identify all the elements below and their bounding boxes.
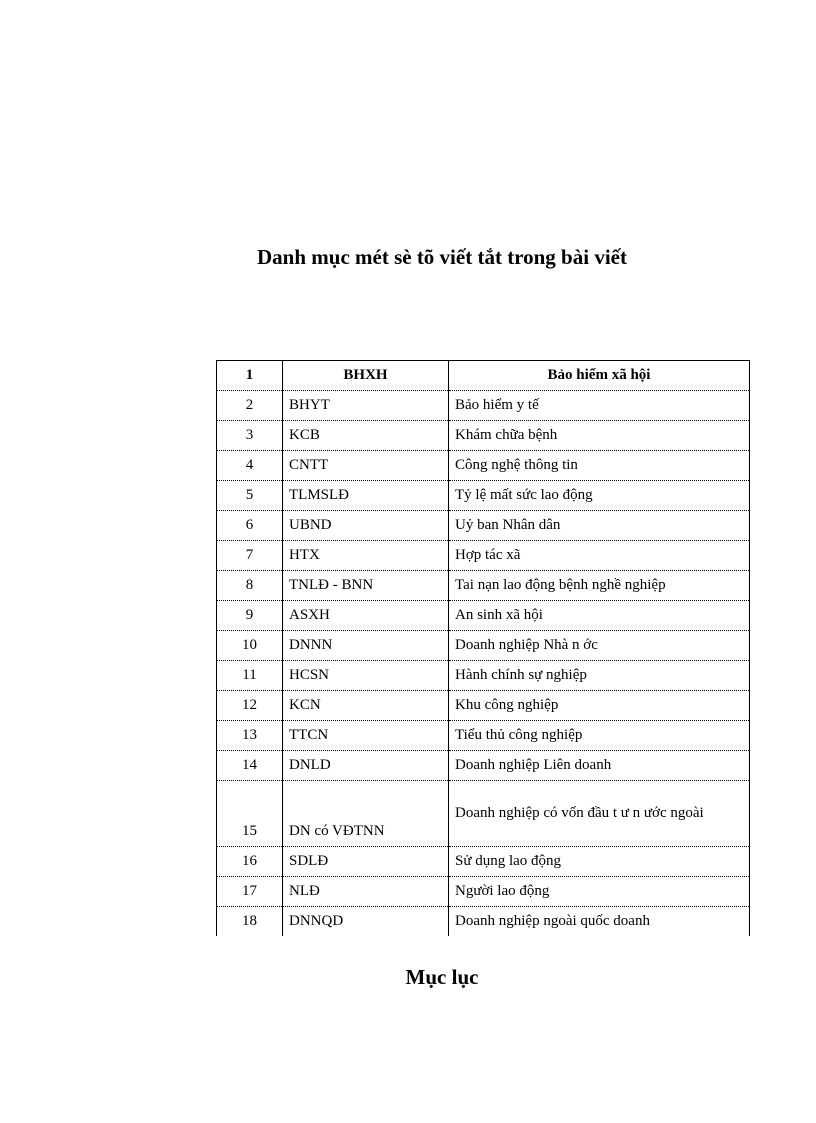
full-meaning: Người lao động <box>449 877 750 907</box>
abbreviation: TTCN <box>283 721 449 751</box>
abbreviation: HCSN <box>283 661 449 691</box>
abbreviation: DNLD <box>283 751 449 781</box>
full-meaning: Bảo hiểm y tế <box>449 391 750 421</box>
row-number: 18 <box>217 907 283 937</box>
table-row <box>217 391 750 421</box>
full-meaning: Hợp tác xã <box>449 541 750 571</box>
full-meaning: Uỷ ban Nhân dân <box>449 511 750 541</box>
table-row <box>217 601 750 631</box>
table-row <box>217 721 750 751</box>
abbreviation: BHXH <box>283 361 449 391</box>
full-meaning: Tai nạn lao động bệnh nghề nghiệp <box>449 571 750 601</box>
full-meaning: Công nghệ thông tin <box>449 451 750 481</box>
abbreviation: HTX <box>283 541 449 571</box>
full-meaning: Tiểu thủ công nghiệp <box>449 721 750 751</box>
abbreviation: DNNN <box>283 631 449 661</box>
table-row <box>217 541 750 571</box>
row-number: 6 <box>217 511 283 541</box>
row-number: 1 <box>217 361 283 391</box>
abbreviation: DNNQD <box>283 907 449 937</box>
row-number: 11 <box>217 661 283 691</box>
full-meaning: Tỷ lệ mất sức lao động <box>449 481 750 511</box>
abbreviation: KCN <box>283 691 449 721</box>
abbreviation: BHYT <box>283 391 449 421</box>
full-meaning: Doanh nghiệp Liên doanh <box>449 751 750 781</box>
table-row <box>217 511 750 541</box>
table-row <box>217 361 750 391</box>
row-number: 15 <box>217 781 283 847</box>
row-number: 13 <box>217 721 283 751</box>
row-number: 4 <box>217 451 283 481</box>
table-row <box>217 751 750 781</box>
abbreviation: CNTT <box>283 451 449 481</box>
full-meaning: Khám chữa bệnh <box>449 421 750 451</box>
row-number: 8 <box>217 571 283 601</box>
abbreviation: NLĐ <box>283 877 449 907</box>
table-row <box>217 481 750 511</box>
abbreviation: ASXH <box>283 601 449 631</box>
row-number: 10 <box>217 631 283 661</box>
full-meaning: Doanh nghiệp ngoài quốc doanh <box>449 907 750 937</box>
abbreviation: TLMSLĐ <box>283 481 449 511</box>
table-row <box>217 421 750 451</box>
row-number: 17 <box>217 877 283 907</box>
table-row <box>217 847 750 877</box>
table-row <box>217 877 750 907</box>
row-number: 3 <box>217 421 283 451</box>
row-number: 16 <box>217 847 283 877</box>
table-row <box>217 631 750 661</box>
abbreviation-table <box>216 360 750 936</box>
full-meaning: Khu công nghiệp <box>449 691 750 721</box>
full-meaning: Sử dụng lao động <box>449 847 750 877</box>
table-row <box>217 907 750 937</box>
row-number: 2 <box>217 391 283 421</box>
full-meaning: Bảo hiểm xã hội <box>449 361 750 391</box>
abbreviation: DN có VĐTNN <box>283 781 449 847</box>
abbreviation: KCB <box>283 421 449 451</box>
row-number: 14 <box>217 751 283 781</box>
row-number: 9 <box>217 601 283 631</box>
abbreviation: SDLĐ <box>283 847 449 877</box>
abbreviation: UBND <box>283 511 449 541</box>
full-meaning: Doanh nghiệp có vốn đầu t ư n ước ngoài <box>449 781 750 847</box>
row-number: 12 <box>217 691 283 721</box>
table-row <box>217 571 750 601</box>
section-heading: Mục lục <box>405 965 479 989</box>
full-meaning: Hành chính sự nghiệp <box>449 661 750 691</box>
table-row <box>217 781 750 847</box>
abbreviation: TNLĐ - BNN <box>283 571 449 601</box>
table-row <box>217 451 750 481</box>
table-row <box>217 661 750 691</box>
row-number: 7 <box>217 541 283 571</box>
full-meaning: Doanh nghiệp Nhà n ớc <box>449 631 750 661</box>
full-meaning: An sinh xã hội <box>449 601 750 631</box>
row-number: 5 <box>217 481 283 511</box>
table-row <box>217 691 750 721</box>
document-title: Danh mục mét sè tõ viết tắt trong bài viết <box>257 245 627 269</box>
